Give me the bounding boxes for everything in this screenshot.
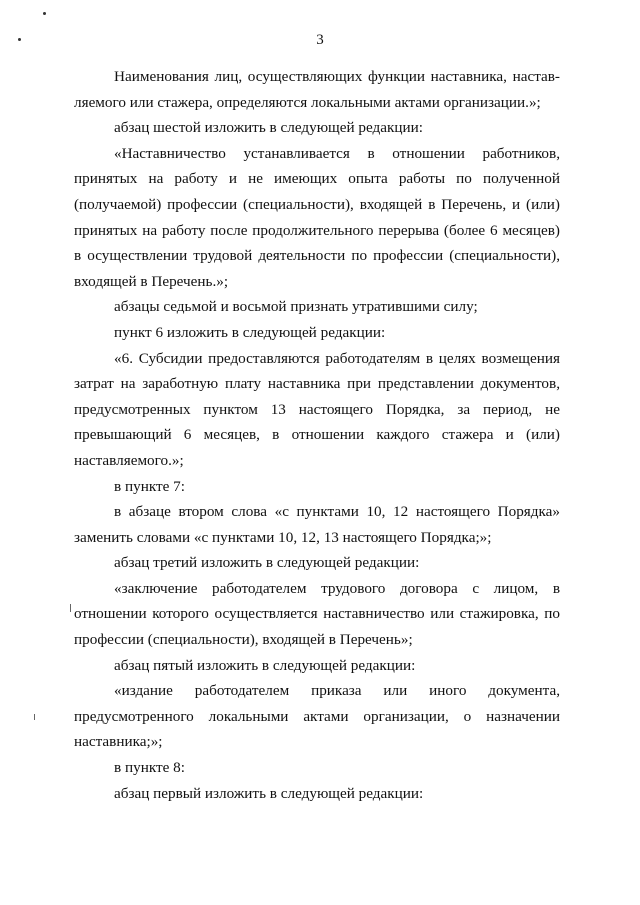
page-number: 3 bbox=[316, 32, 324, 48]
paragraph: в пункте 7: bbox=[114, 477, 185, 495]
paragraph: абзац пятый изложить в следующей редакции: bbox=[114, 656, 416, 674]
paragraph: абзац шестой изложить в следующей редакции: bbox=[114, 119, 423, 137]
scan-mark bbox=[34, 714, 35, 720]
scan-mark bbox=[70, 604, 71, 612]
paragraph: пункт 6 изложить в следующей редакции: bbox=[114, 323, 386, 341]
paragraph: «6. Субсидии предоставляются работодателям в целях возмещения затрат на заработную плату наставника при представлении документов, предусмотренных пунктом 13 настоящего Порядка, за период, не превышающий 6 месяцев, в отношении каждого стажера и (или) наставляемого.»; bbox=[74, 349, 560, 469]
paragraph: абзац первый изложить в следующей редакции: bbox=[114, 784, 424, 802]
paragraph: «Наставничество устанавливается в отношении работников, принятых на работу и не имеющих опыта работы по полученной (получаемой) профессии (специальности), входящей в Перечень, и (или) принятых на работу после продолжительного перерыва (более 6 месяцев) в осуществлении трудовой деятельности по профессии (специальности), входящей в Перечень.»; bbox=[74, 144, 560, 290]
paragraph: «заключение работодателем трудового договора с лицом, в отношении которого осуществляется наставничество или стажировка, по профессии (специальности), входящей в Перечень»; bbox=[74, 579, 560, 649]
paragraph: Наименования лиц, осуществляющих функции наставника, настав-ляемого или стажера, определяются локальными актами организации.»; bbox=[74, 68, 560, 111]
scan-speck bbox=[43, 12, 46, 15]
paragraph: «издание работодателем приказа или иного документа, предусмотренного локальными актами организации, о назначении наставника;»; bbox=[74, 682, 560, 751]
paragraph: в пункте 8: bbox=[114, 759, 185, 777]
paragraph: в абзаце втором слова «с пунктами 10, 12 настоящего Порядка» заменить словами «с пунктами 10, 12, 13 настоящего Порядка;»; bbox=[74, 503, 560, 546]
paragraph: абзац третий изложить в следующей редакции: bbox=[114, 554, 420, 572]
document-body bbox=[74, 64, 560, 806]
paragraph: абзацы седьмой и восьмой признать утратившими силу; bbox=[114, 298, 478, 316]
